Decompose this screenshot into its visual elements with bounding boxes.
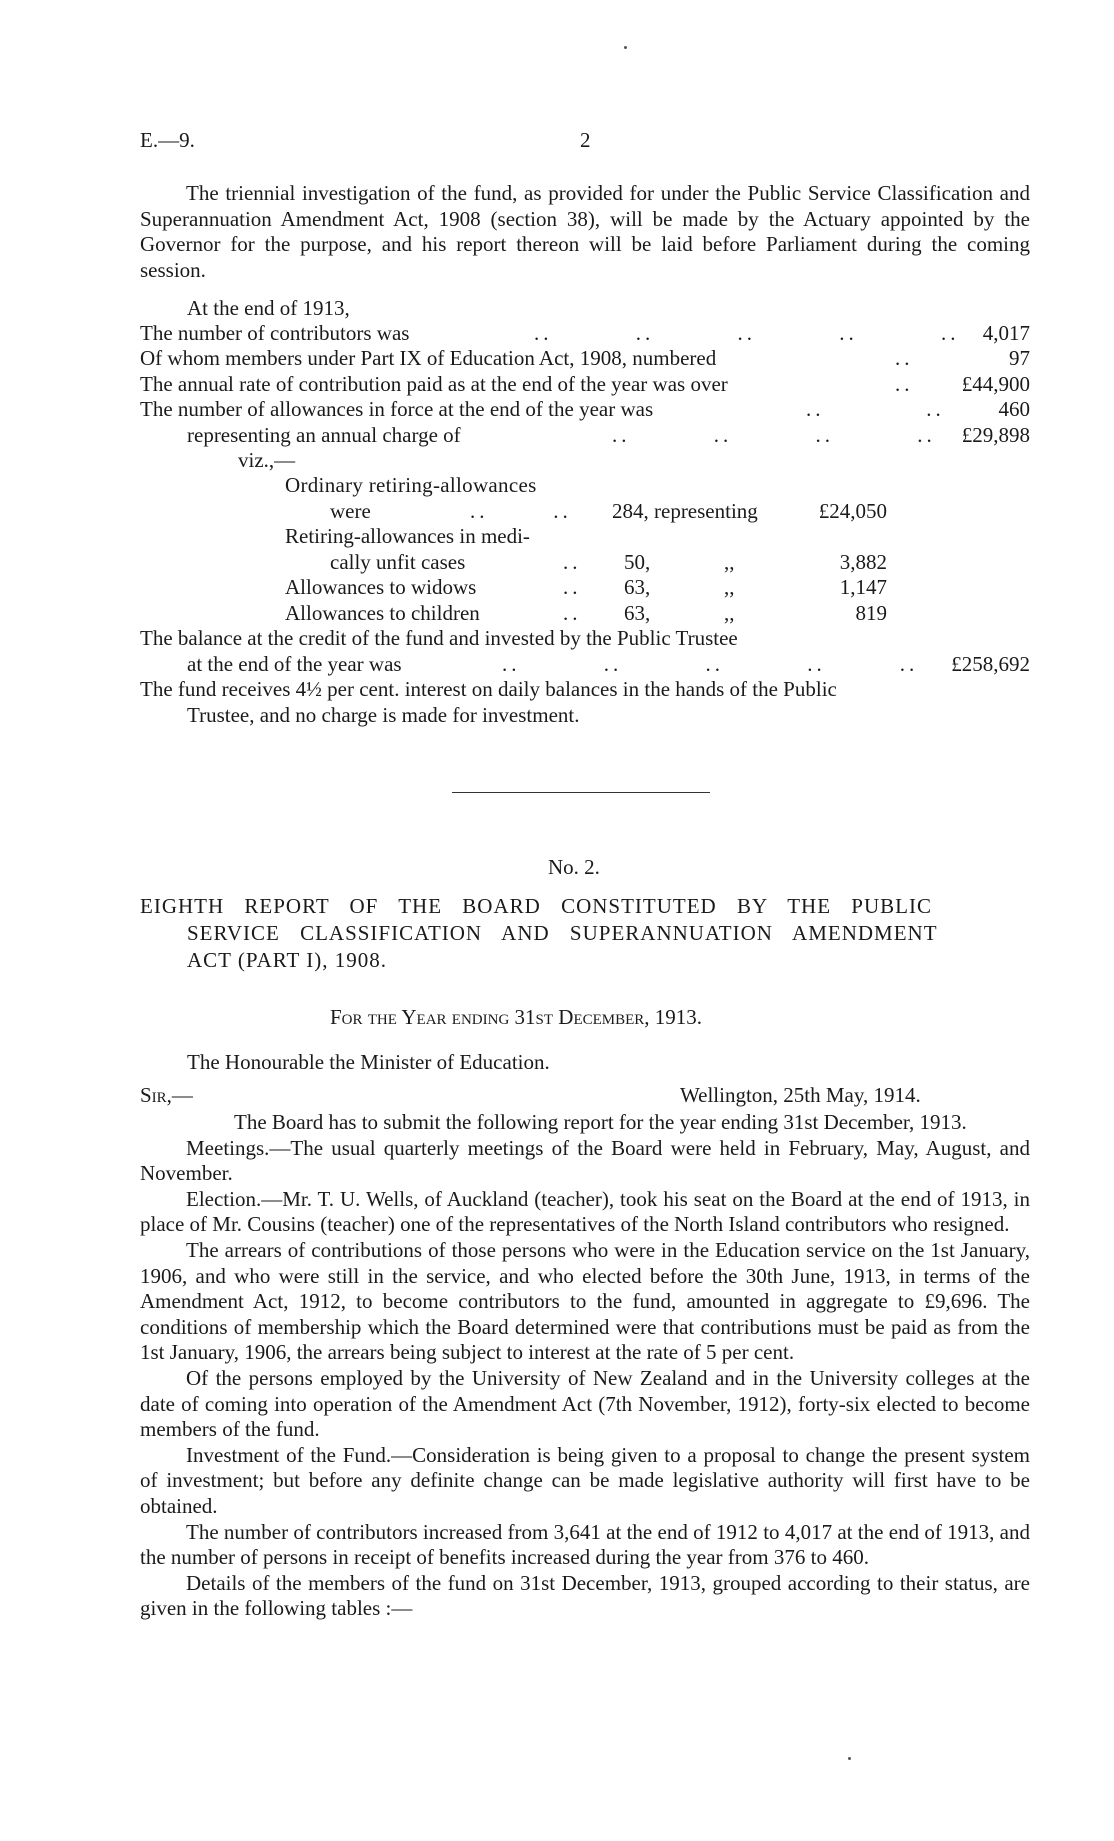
page-number: 2 xyxy=(580,128,591,152)
leader-dots: .. xyxy=(895,372,914,396)
report-title-line-1: EIGHTH REPORT OF THE BOARD CONSTITUTED BY THE PUBLIC xyxy=(140,894,932,918)
leader-dots: .. .. .. .. .. xyxy=(502,652,919,676)
education-members-value: 97 xyxy=(1009,346,1030,370)
body-paragraph: Of the persons employed by the University of New Zealand and in the University colleges at the date of coming into operation of the Amendment Act (7th November, 1912), forty-six elected to become members of the fund. xyxy=(140,1365,1030,1442)
ordinary-label: Ordinary retiring-allowances xyxy=(285,473,537,497)
children-amount: 819 xyxy=(855,601,887,625)
ordinary-amount: £24,050 xyxy=(818,499,887,523)
annual-charge-value: £29,898 xyxy=(961,423,1030,447)
body-paragraph: Investment of the Fund.—Consideration is being given to a proposal to change the present system of investment; but before any definite change can be made legislative authority will first have to be obtained. xyxy=(140,1442,1030,1518)
balance-label-cont: at the end of the year was xyxy=(187,652,402,676)
medical-label: Retiring-allowances in medi- xyxy=(285,524,530,548)
viz-label: viz.,— xyxy=(238,448,296,472)
medical-label-cont: cally unfit cases xyxy=(330,550,466,574)
report-title-line-2: SERVICE CLASSIFICATION AND SUPERANNUATION AMENDMENT xyxy=(187,921,938,945)
report-subtitle: For the Year ending 31st December, 1913. xyxy=(330,1005,703,1029)
leader-dots: .. .. xyxy=(470,499,572,523)
leader-dots: .. xyxy=(563,550,582,574)
body-paragraph: The arrears of contributions of those persons who were in the Education service on the 1st January, 1906, and who were still in the service, and who elected before the 30th June, 1913, in terms of the Amendment Act, 1912, to become contributors to the fund, amounted in aggregate to £9,696. The conditions of membership which the Board determined were that contributions must be paid as from the 1st January, 1906, the arrears being subject to interest at the rate of 5 per cent. xyxy=(140,1237,1030,1365)
page-ref: E.—9. xyxy=(140,128,195,152)
body-paragraph: Election.—Mr. T. U. Wells, of Auckland (teacher), took his seat on the Board at the end of 1913, in place of Mr. Cousins (teacher) one of the representatives of the North Island contributors who resigned. xyxy=(140,1186,1030,1237)
section-divider xyxy=(452,792,710,793)
allowances-value: 460 xyxy=(998,397,1030,421)
interest-line: The fund receives 4½ per cent. interest on daily balances in the hands of the Public xyxy=(140,677,837,701)
leader-dots: .. xyxy=(563,601,582,625)
children-count: 63, xyxy=(624,601,651,625)
widows-label: Allowances to widows xyxy=(285,575,477,599)
stats-heading: At the end of 1913, xyxy=(187,296,350,320)
children-label: Allowances to children xyxy=(285,601,480,625)
widows-amount: 1,147 xyxy=(839,575,887,599)
addressee: The Honourable the Minister of Education. xyxy=(187,1050,550,1074)
contributors-value: 4,017 xyxy=(982,321,1030,345)
balance-label: The balance at the credit of the fund and invested by the Public Trustee xyxy=(140,626,738,650)
interest-line-cont: Trustee, and no charge is made for investment. xyxy=(187,703,580,727)
body-paragraph: Details of the members of the fund on 31st December, 1913, grouped according to their status, are given in the following tables :— xyxy=(140,1570,1030,1621)
leader-dots: .. xyxy=(563,575,582,599)
ordinary-label-cont: were xyxy=(330,499,371,523)
annual-charge-label: representing an annual charge of xyxy=(187,423,461,447)
scan-speck xyxy=(848,1757,851,1760)
annual-rate-label: The annual rate of contribution paid as at the end of the year was over xyxy=(140,372,728,396)
ditto-mark: ,, xyxy=(724,575,735,599)
balance-value: £258,692 xyxy=(951,652,1030,676)
contributors-label: The number of contributors was xyxy=(140,321,410,345)
scan-speck xyxy=(624,46,627,49)
leader-dots: .. xyxy=(895,346,914,370)
ditto-mark: ,, xyxy=(724,550,735,574)
body-paragraph: The Board has to submit the following report for the year ending 31st December, 1913. xyxy=(234,1110,967,1134)
report-body xyxy=(140,1110,1030,1622)
ditto-mark: ,, xyxy=(724,601,735,625)
report-number: No. 2. xyxy=(548,855,600,879)
leader-dots: .. .. .. .. xyxy=(612,423,936,447)
leader-dots: .. .. .. .. .. xyxy=(534,321,960,345)
ordinary-count: 284, representing xyxy=(612,499,758,523)
leader-dots: .. .. xyxy=(806,397,945,421)
place-date: Wellington, 25th May, 1914. xyxy=(680,1083,921,1107)
medical-count: 50, xyxy=(624,550,651,574)
medical-amount: 3,882 xyxy=(839,550,887,574)
report-title-line-3: ACT (PART I), 1908. xyxy=(187,948,387,972)
widows-count: 63, xyxy=(624,575,651,599)
salutation: Sir,— xyxy=(140,1083,193,1107)
body-paragraph: The number of contributors increased from 3,641 at the end of 1912 to 4,017 at the end of 1913, and the number of persons in receipt of benefits increased during the year from 376 to 460. xyxy=(140,1519,1030,1570)
annual-rate-value: £44,900 xyxy=(961,372,1030,396)
allowances-label: The number of allowances in force at the end of the year was xyxy=(140,397,654,421)
intro-paragraph: The triennial investigation of the fund, as provided for under the Public Service Classification and Superannuation Amendment Act, 1908 (section 38), will be made by the Actuary appointed by the Governor for the purpose, and his report thereon will be laid before Parliament during the coming session. xyxy=(140,181,1030,282)
body-paragraph: Meetings.—The usual quarterly meetings of the Board were held in February, May, August, and November. xyxy=(140,1135,1030,1186)
education-members-label: Of whom members under Part IX of Education Act, 1908, numbered xyxy=(140,346,717,370)
